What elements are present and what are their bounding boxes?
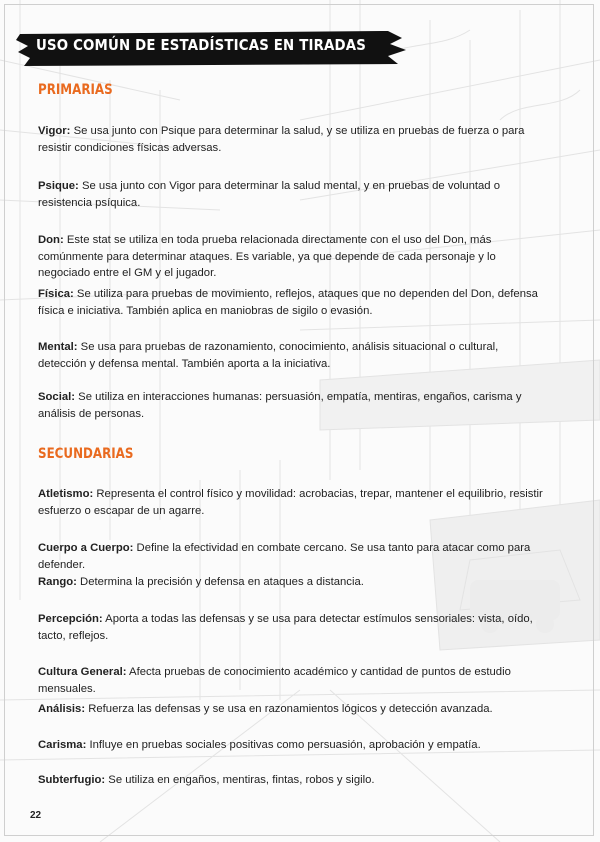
entry-term: Mental: xyxy=(38,341,78,353)
entry-text: Se utiliza en interacciones humanas: persuasión, empatía, mentiras, engaños, carisma y análisis de personas. xyxy=(38,391,522,420)
entry-text: Este stat se utiliza en toda prueba relacionada directamente con el uso del Don, más comúnmente para determinar ataques. Es variable, ya que depende de cada personaje y lo negociado entre el GM y el jugador. xyxy=(38,234,496,279)
entry-psique xyxy=(38,178,546,211)
entry-term: Cuerpo a Cuerpo: xyxy=(38,542,134,554)
entry-text: Aporta a todas las defensas y se usa para detectar estímulos sensoriales: vista, oído, tacto, reflejos. xyxy=(38,613,533,642)
entry-text: Se usa junto con Vigor para determinar la salud mental, y en pruebas de voluntad o resistencia psíquica. xyxy=(38,180,500,209)
entry-term: Física: xyxy=(38,288,74,300)
entry-social xyxy=(38,389,546,422)
entry-term: Carisma: xyxy=(38,739,87,751)
entry-text: Se utiliza para pruebas de movimiento, reflejos, ataques que no dependen del Don, defensa física e iniciativa. También aplica en maniobras de sigilo o evasión. xyxy=(38,288,538,317)
entry-mental xyxy=(38,339,546,372)
entry-term: Don: xyxy=(38,234,64,246)
entry-vigor xyxy=(38,123,546,156)
page-number: 22 xyxy=(30,810,42,821)
entry-term: Social: xyxy=(38,391,76,403)
entry-subterfugio xyxy=(38,772,546,789)
entry-text: Representa el control físico y movilidad: acrobacias, trepar, mantener el equilibrio, resistir esfuerzo o escapar de un agarre. xyxy=(38,488,543,517)
entry-text: Se usa para pruebas de razonamiento, conocimiento, análisis situacional o cultural, detección y defensa mental. También aporta a la iniciativa. xyxy=(38,341,499,370)
entry-atletismo xyxy=(38,486,546,519)
entry-cuerpo-a-cuerpo xyxy=(38,540,546,573)
entry-term: Percepción: xyxy=(38,613,103,625)
page-title: USO COMÚN DE ESTADÍSTICAS EN TIRADAS xyxy=(36,36,367,54)
entry-fisica xyxy=(38,286,546,319)
entry-term: Atletismo: xyxy=(38,488,94,500)
entry-term: Vigor: xyxy=(38,125,71,137)
entry-term: Análisis: xyxy=(38,703,86,715)
entry-term: Psique: xyxy=(38,180,79,192)
section-heading-primarias: PRIMARIAS xyxy=(38,82,113,98)
entry-cultura-general xyxy=(38,664,546,697)
entry-analisis xyxy=(38,701,546,718)
entry-term: Cultura General: xyxy=(38,666,127,678)
entry-term: Subterfugio: xyxy=(38,774,106,786)
entry-text: Se utiliza en engaños, mentiras, fintas, robos y sigilo. xyxy=(105,774,375,786)
entry-don xyxy=(38,232,546,282)
entry-text: Determina la precisión y defensa en ataques a distancia. xyxy=(76,576,364,588)
entry-text: Influye en pruebas sociales positivas como persuasión, aprobación y empatía. xyxy=(86,739,481,751)
entry-term: Rango: xyxy=(38,576,77,588)
entry-carisma xyxy=(38,737,546,754)
entry-text: Refuerza las defensas y se usa en razonamientos lógicos y detección avanzada. xyxy=(85,703,493,715)
entry-percepcion xyxy=(38,611,546,644)
section-heading-secundarias: SECUNDARIAS xyxy=(38,446,134,462)
entry-rango xyxy=(38,574,546,591)
entry-text: Afecta pruebas de conocimiento académico y cantidad de puntos de estudio mensuales. xyxy=(38,666,511,695)
entry-text: Define la efectividad en combate cercano. Se usa tanto para atacar como para defender. xyxy=(38,542,531,571)
entry-text: Se usa junto con Psique para determinar la salud, y se utiliza en pruebas de fuerza o para resistir condiciones físicas adversas. xyxy=(38,125,525,154)
